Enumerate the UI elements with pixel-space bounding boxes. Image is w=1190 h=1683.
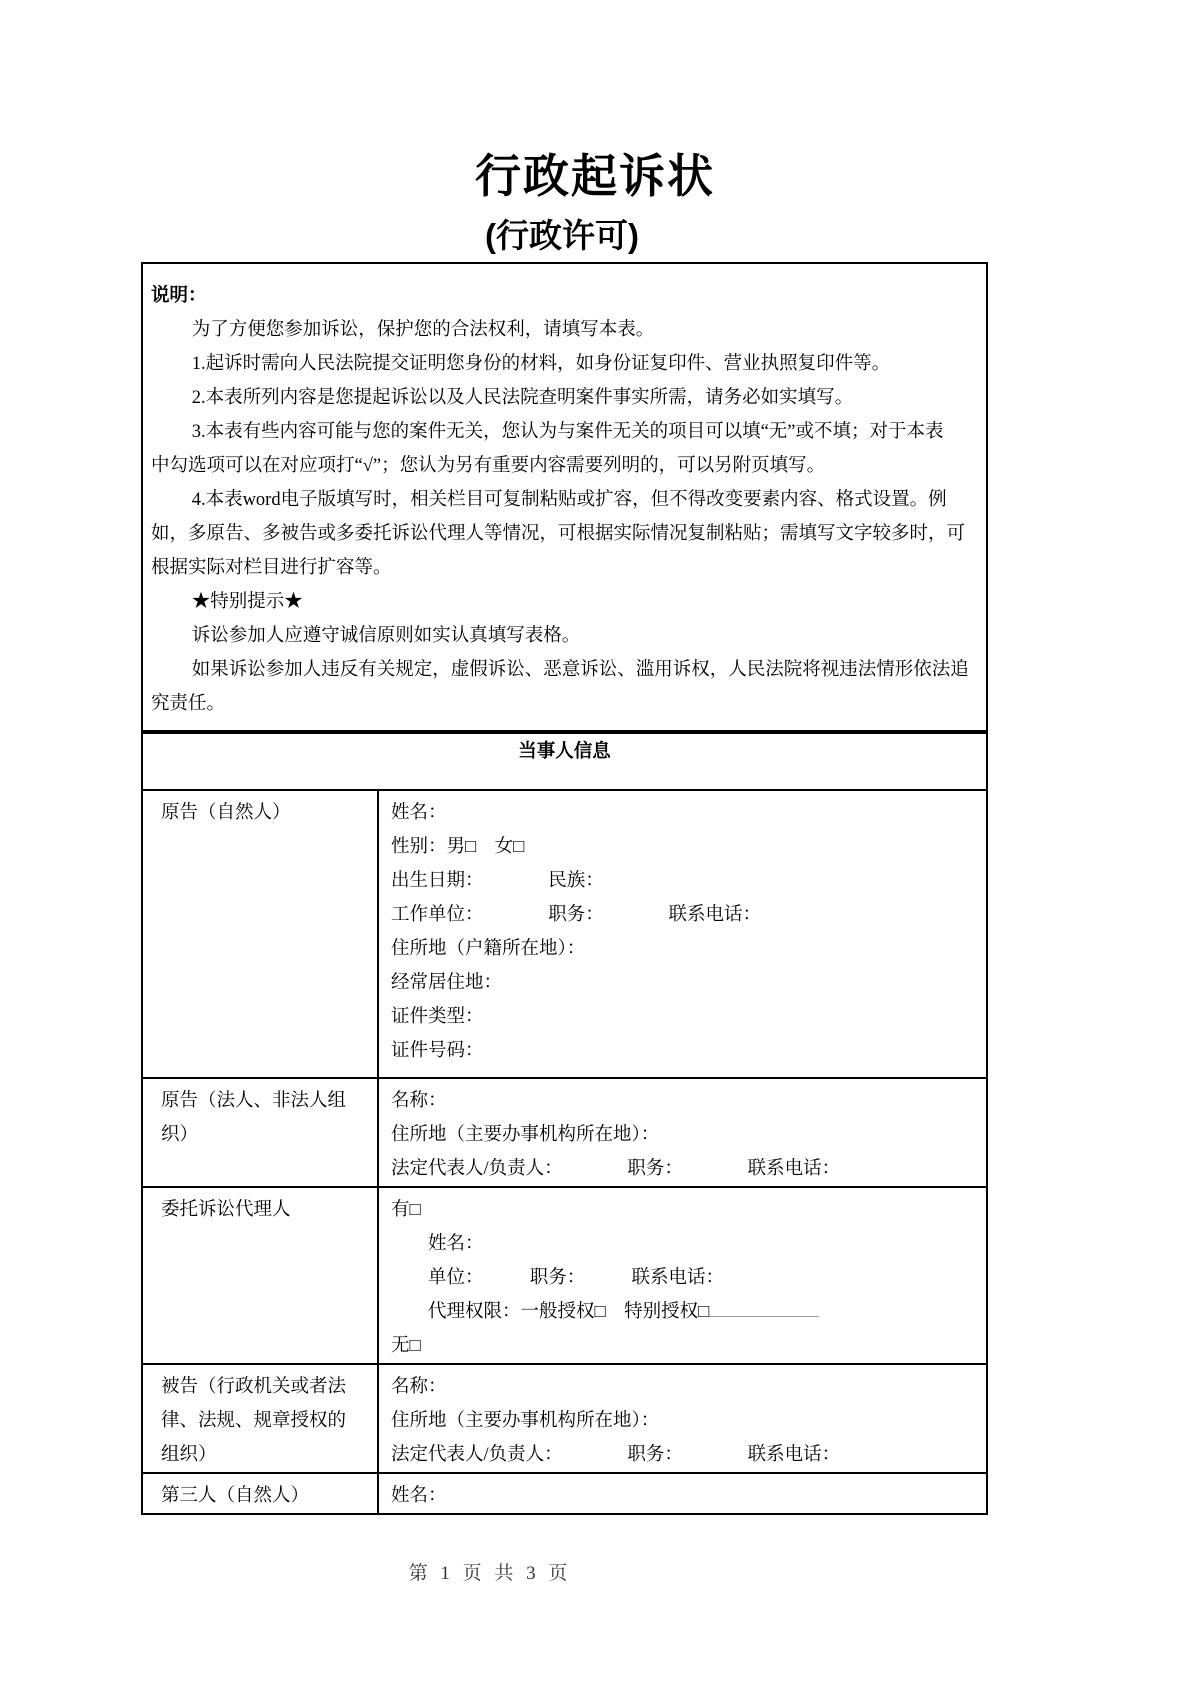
notice-line: 根据实际对栏目进行扩容等。 — [151, 558, 392, 578]
field-line-residence: 经常居住地： — [391, 973, 503, 993]
field-line-name: 姓名： — [391, 803, 447, 823]
notice-line: 2.本表所列内容是您提起诉讼以及人民法院查明案件事实所需，请务必如实填写。 — [191, 388, 854, 408]
field-line-def-address: 住所地（主要办事机构所在地）： — [391, 1411, 660, 1431]
field-line-gender: 性别：男□ 女□ — [391, 837, 525, 857]
page-footer: 第 1 页 共 3 页 — [408, 1563, 572, 1584]
field-line-domicile: 住所地（户籍所在地）： — [391, 939, 586, 959]
row-agent — [142, 1187, 987, 1364]
field-line-agent-yes: 有□ — [391, 1200, 421, 1220]
row-label: 第三人（自然人） — [161, 1486, 310, 1506]
table-title: 当事人信息 — [142, 733, 987, 790]
notice-line: 如，多原告、多被告或多委托诉讼代理人等情况，可根据实际情况复制粘贴；需填写文字较多时，可 — [151, 524, 966, 544]
field-line-org-address: 住所地（主要办事机构所在地）： — [391, 1125, 660, 1145]
notice-heading: 说明： — [151, 286, 207, 306]
label-cell — [142, 1078, 378, 1187]
field-line-id-number: 证件号码： — [391, 1041, 484, 1061]
field-line-def-legal-rep: 法定代表人/负责人： 职务： 联系电话： — [391, 1445, 841, 1465]
party-info-table — [141, 732, 988, 1515]
field-line-birth-ethnic: 出生日期： 民族： — [391, 871, 604, 891]
label-cell — [142, 790, 378, 1078]
field-line-def-name: 名称： — [391, 1377, 447, 1397]
value-cell — [378, 1364, 987, 1473]
doc-title: 行政起诉状 — [475, 150, 715, 202]
label-cell — [142, 1473, 378, 1514]
row-label: 原告（法人、非法人组 — [161, 1091, 347, 1111]
table-title-row — [142, 733, 987, 790]
field-line-id-type: 证件类型： — [391, 1007, 484, 1027]
special-authorization-blank — [709, 1298, 819, 1318]
notice-line: 诉讼参加人应遵守诚信原则如实认真填写表格。 — [191, 626, 581, 646]
row-third-party — [142, 1473, 987, 1514]
agent-authority-text: 代理权限：一般授权□ 特别授权□ — [428, 1302, 710, 1322]
field-line-agent-work: 单位： 职务： 联系电话： — [428, 1268, 725, 1288]
value-cell — [378, 1187, 987, 1364]
label-cell — [142, 1364, 378, 1473]
field-line-legal-rep: 法定代表人/负责人： 职务： 联系电话： — [391, 1159, 841, 1179]
field-line-agent-no: 无□ — [391, 1336, 421, 1356]
notice-line: 3.本表有些内容可能与您的案件无关，您认为与案件无关的项目可以填“无”或不填；对于本表 — [191, 422, 944, 442]
row-label: 原告（自然人） — [161, 803, 291, 823]
row-label: 织） — [161, 1125, 199, 1145]
row-label: 委托诉讼代理人 — [161, 1200, 291, 1220]
row-defendant — [142, 1364, 987, 1473]
notice-box — [141, 262, 988, 732]
notice-line: 1.起诉时需向人民法院提交证明您身份的材料，如身份证复印件、营业执照复印件等。 — [191, 354, 891, 374]
doc-subtitle: (行政许可) — [485, 217, 639, 254]
value-cell — [378, 790, 987, 1078]
field-line-work-phone: 工作单位： 职务： 联系电话： — [391, 905, 762, 925]
value-cell — [378, 1473, 987, 1514]
field-line-agent-name: 姓名： — [428, 1234, 484, 1254]
row-label: 组织） — [161, 1445, 217, 1465]
label-cell — [142, 1187, 378, 1364]
row-label: 被告（行政机关或者法 — [161, 1377, 347, 1397]
notice-special-note: ★特别提示★ — [191, 592, 303, 612]
notice-line: 中勾选项可以在对应项打“√”；您认为另有重要内容需要列明的，可以另附页填写。 — [151, 456, 826, 476]
notice-line: 究责任。 — [151, 694, 226, 714]
notice-line: 为了方便您参加诉讼，保护您的合法权利，请填写本表。 — [191, 320, 655, 340]
row-plaintiff-natural — [142, 790, 987, 1078]
notice-line: 4.本表word电子版填写时，相关栏目可复制粘贴或扩容，但不得改变要素内容、格式设置。例 — [191, 490, 947, 510]
field-line-org-name: 名称： — [391, 1091, 447, 1111]
field-line-agent-authority — [391, 1295, 976, 1329]
notice-line: 如果诉讼参加人违反有关规定，虚假诉讼、恶意诉讼、滥用诉权，人民法院将视违法情形依法追 — [191, 660, 969, 680]
field-line-third-name: 姓名： — [391, 1486, 447, 1506]
row-label: 律、法规、规章授权的 — [161, 1411, 347, 1431]
value-cell — [378, 1078, 987, 1187]
row-plaintiff-org — [142, 1078, 987, 1187]
